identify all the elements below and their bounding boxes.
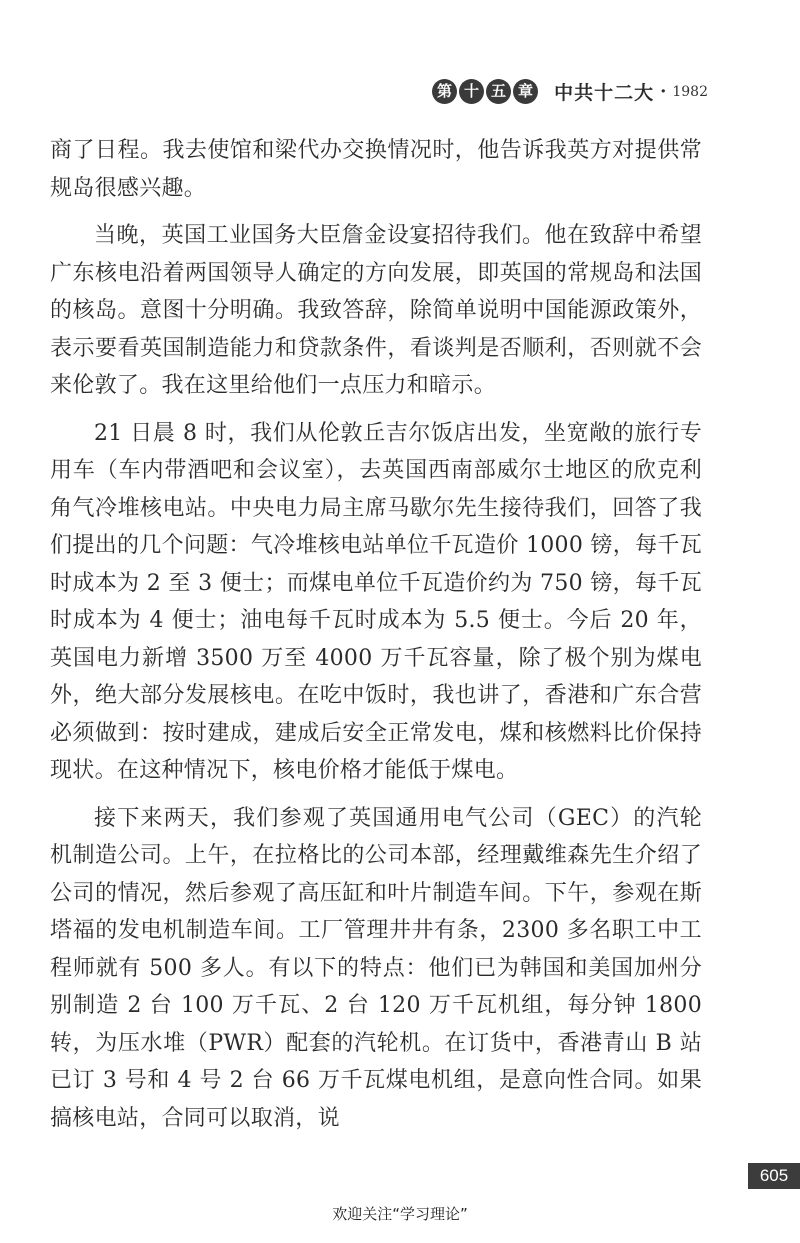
footer-note: 欢迎关注“学习理论” bbox=[332, 1205, 468, 1223]
chapter-char: 章 bbox=[513, 79, 538, 104]
chapter-char: 十 bbox=[459, 79, 484, 104]
chapter-label bbox=[432, 79, 538, 104]
chapter-char: 五 bbox=[486, 79, 511, 104]
body-text bbox=[50, 132, 702, 1147]
paragraph: 当晚，英国工业国务大臣詹金设宴招待我们。他在致辞中希望广东核电沿着两国领导人确定的方向发展，即英国的常规岛和法国的核岛。意图十分明确。我致答辞，除简单说明中国能源政策外，表示要看英国制造能力和贷款条件，看谈判是否顺利，否则就不会来伦敦了。我在这里给他们一点压力和暗示。 bbox=[50, 223, 702, 398]
paragraph: 商了日程。我去使馆和梁代办交换情况时，他告诉我英方对提供常规岛很感兴趣。 bbox=[50, 138, 702, 201]
running-header bbox=[432, 78, 708, 105]
chapter-year: 1982 bbox=[672, 83, 708, 100]
paragraph: 接下来两天，我们参观了英国通用电气公司（GEC）的汽轮机制造公司。上午，在拉格比的公司本部，经理戴维森先生介绍了公司的情况，然后参观了高压缸和叶片制造车间。下午，参观在斯塔福的发电机制造车间。工厂管理井井有条，2300 多名职工中工程师就有 500 多人。有以下的特点：他们已为韩国和美国加州分别制造 2 台 100 万千瓦、2 台 120 万千瓦机组，每分钟 1800 转，为压水堆（PWR）配套的汽轮机。在订货中，香港青山 B 站已订 3 号和 4 号 2 台 66 万千瓦煤电机组，是意向性合同。如果搞核电站，合同可以取消，说 bbox=[50, 805, 702, 1131]
paragraph: 21 日晨 8 时，我们从伦敦丘吉尔饭店出发，坐宽敞的旅行专用车（车内带酒吧和会议室），去英国西南部威尔士地区的欣克利角气冷堆核电站。中央电力局主席马歇尔先生接待我们，回答了我们提出的几个问题：气冷堆核电站单位千瓦造价 1000 镑，每千瓦时成本为 2 至 3 便士；而煤电单位千瓦造价约为 750 镑，每千瓦时成本为 4 便士；油电每千瓦时成本为 5.5 便士。今后 20 年，英国电力新增 3500 万至 4000 万千瓦容量，除了极个别为煤电外，绝大部分发展核电。在吃中饭时，我也讲了，香港和广东合营必须做到：按时建成，建成后安全正常发电，煤和核燃料比价保持现状。在这种情况下，核电价格才能低于煤电。 bbox=[50, 420, 702, 783]
chapter-title: 中共十二大 bbox=[554, 82, 655, 104]
chapter-char: 第 bbox=[432, 79, 457, 104]
page-number: 605 bbox=[748, 1163, 800, 1189]
header-separator-dot: · bbox=[660, 81, 667, 102]
